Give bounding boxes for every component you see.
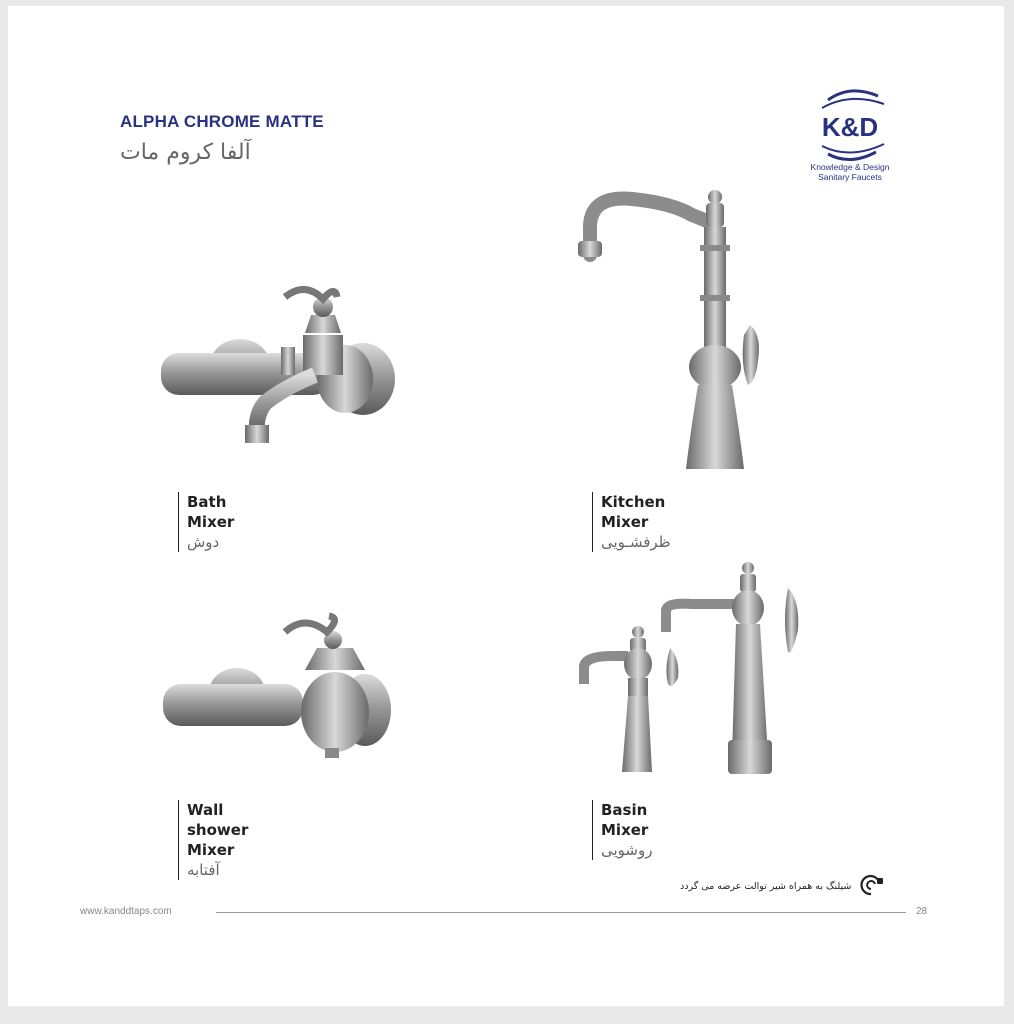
logo-tagline-2: Sanitary Faucets [818,172,882,182]
product-name-persian: ظرفشـویی [601,533,671,551]
product-name: Basin Mixer [601,801,649,839]
product-name: Kitchen Mixer [601,493,666,531]
footer-divider [216,912,906,913]
brand-logo [800,82,900,192]
logo-mark-icon [800,82,900,162]
product-name: Bath Mixer [187,493,235,531]
website-url[interactable]: www.kanddtaps.com [80,906,172,917]
collection-title: ALPHA CHROME MATTE [120,112,324,131]
hose-note [680,874,885,898]
hose-note-text: شیلنگ به همراه شیر توالت عرضه می گردد [680,880,852,892]
page-number: 28 [916,906,928,917]
product-name-persian: دوش [187,533,220,551]
bath-mixer-faucet-icon [155,275,405,455]
basin-mixer-faucet-icon [572,560,812,785]
logo-tagline-1: Knowledge & Design [810,162,890,172]
logo-text: K&D [821,112,879,142]
product-name-persian: روشویی [601,841,653,859]
product-name-persian: آفتابه [187,861,220,879]
hose-icon [857,874,885,898]
kitchen-mixer-faucet-icon [572,185,772,475]
wall-shower-mixer-faucet-icon [157,612,397,762]
collection-title-persian: آلفا کروم مات [120,140,251,165]
product-name: Wall shower Mixer [187,801,249,859]
